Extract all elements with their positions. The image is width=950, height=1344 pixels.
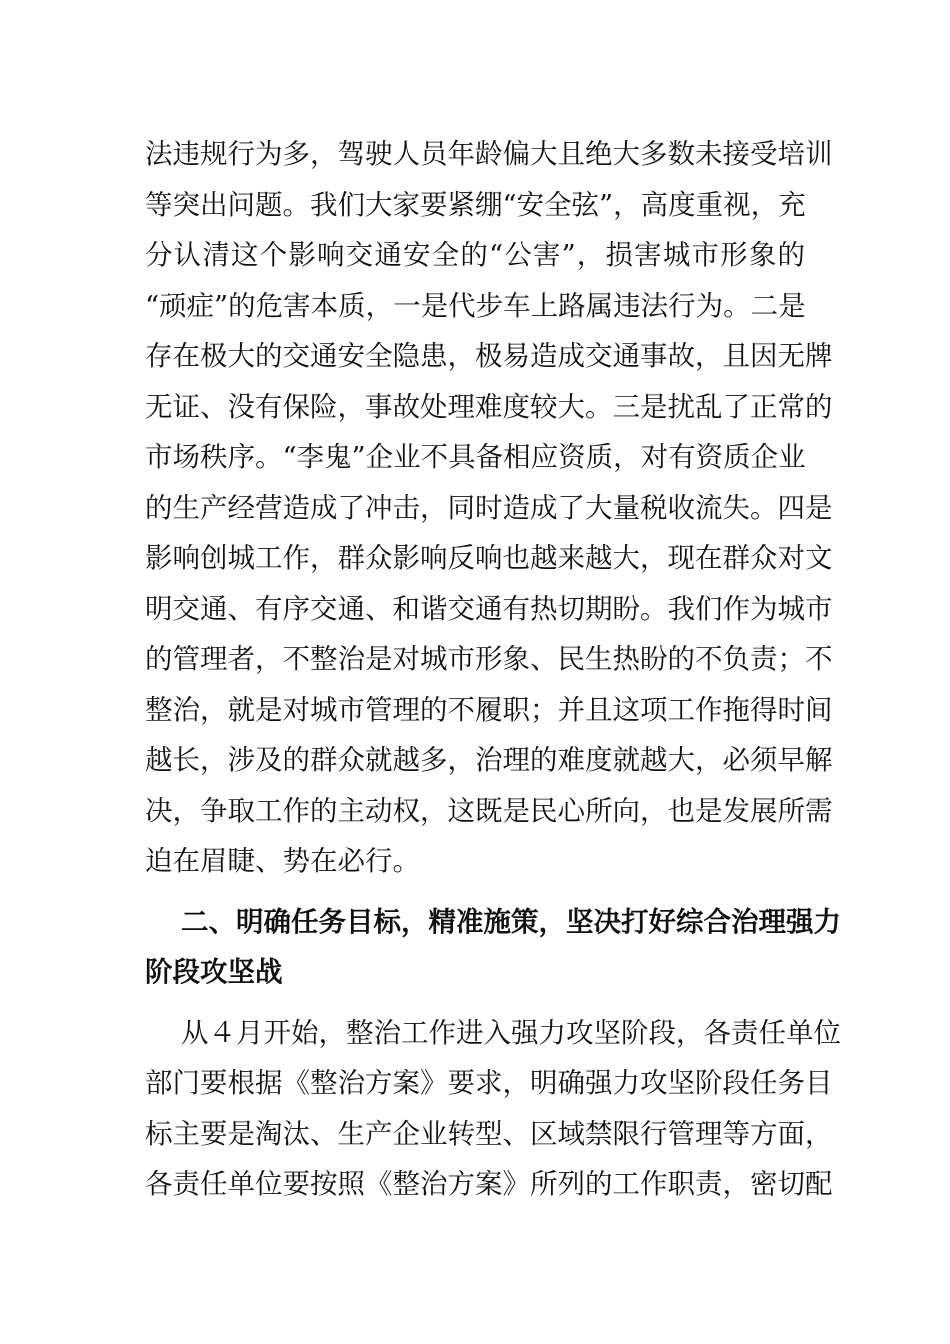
section-heading-two xyxy=(145,897,841,998)
text-line: 部门要根据《整治方案》要求，明确强力攻坚阶段任务目 xyxy=(145,1067,833,1099)
text-line: 整治，就是对城市管理的不履职；并且这项工作拖得时间 xyxy=(145,693,833,726)
text-line: 越长，涉及的群众就越多，治理的难度就越大，必须早解 xyxy=(145,744,833,776)
heading-line: 二、明确任务目标，精准施策，坚决打好综合治理强力 xyxy=(181,905,841,938)
text-line: 分认清这个影响交通安全的“公害”，损害城市形象的 xyxy=(145,239,805,271)
text-line: “顽症”的危害本质，一是代步车上路属违法行为。二是 xyxy=(145,289,806,322)
text-line: 等突出问题。我们大家要紧绷“安全弦”，高度重视，充 xyxy=(145,188,806,221)
text-line: 迫在眉睫、势在必行。 xyxy=(145,845,420,877)
text-line: 标主要是淘汰、生产企业转型、区域禁限行管理等方面， xyxy=(145,1117,833,1150)
text-line: 从４月开始，整治工作进入强力攻坚阶段，各责任单位 xyxy=(181,1016,841,1049)
paragraph-traffic-hazards xyxy=(145,129,833,887)
text-line: 决，争取工作的主动权，这既是民心所向，也是发展所需 xyxy=(145,794,833,827)
text-line: 存在极大的交通安全隐患，极易造成交通事故，且因无牌 xyxy=(145,340,833,372)
text-line: 的管理者，不整治是对城市形象、民生热盼的不负责；不 xyxy=(145,643,833,675)
text-line: 明交通、有序交通、和谐交通有热切期盼。我们作为城市 xyxy=(145,592,833,625)
heading-line: 阶段攻坚战 xyxy=(145,956,283,988)
text-line: 的生产经营造成了冲击，同时造成了大量税收流失。四是 xyxy=(145,491,833,524)
text-line: 市场秩序。“李鬼”企业不具备相应资质，对有资质企业 xyxy=(145,441,806,473)
text-line: 法违规行为多，驾驶人员年龄偏大且绝大多数未接受培训 xyxy=(145,138,833,170)
paragraph-task-goals xyxy=(145,1008,841,1210)
document-body xyxy=(145,129,841,1210)
text-line: 各责任单位要按照《整治方案》所列的工作职责，密切配 xyxy=(145,1168,833,1200)
text-line: 影响创城工作，群众影响反响也越来越大，现在群众对文 xyxy=(145,542,833,574)
text-line: 无证、没有保险，事故处理难度较大。三是扰乱了正常的 xyxy=(145,390,833,423)
